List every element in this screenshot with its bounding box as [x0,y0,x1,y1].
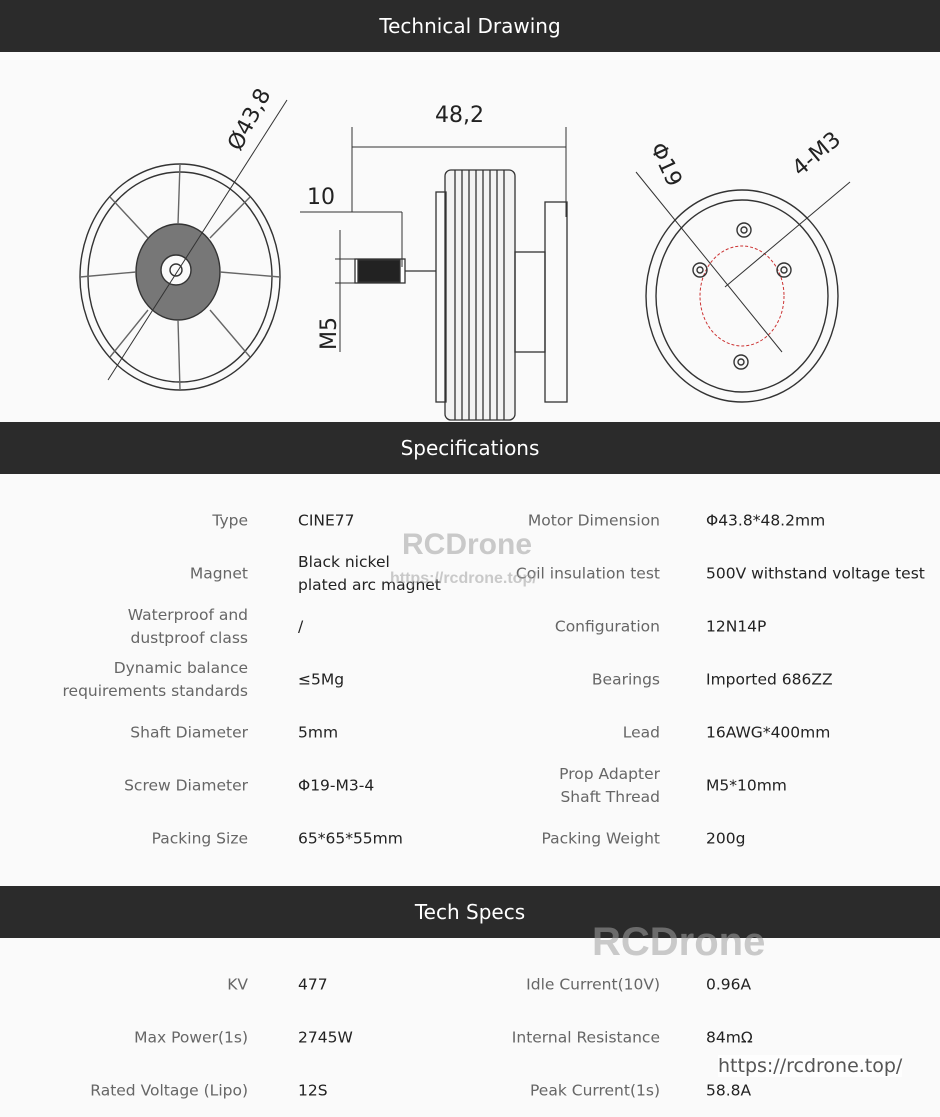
spec-row [0,958,940,1011]
spec-value: Black nickel plated arc magnet [298,552,441,594]
section-header-specifications: Specifications [0,422,940,474]
spec-row [0,600,940,653]
spec-row [0,706,940,759]
spec-label: Configuration [554,617,660,635]
spec-label: Dynamic balance requirements standards [62,658,248,700]
spec-value: Φ19-M3-4 [298,776,375,794]
spec-label: Prop Adapter Shaft Thread [559,764,660,806]
spec-label: Magnet [189,564,248,582]
watermark-brand-2: RCDrone [592,920,766,964]
spec-label: Idle Current(10V) [526,975,660,993]
spec-value: 65*65*55mm [298,829,403,847]
spec-label: Packing Weight [541,829,660,847]
spec-value: Φ43.8*48.2mm [706,511,826,529]
section-header-technical-drawing: Technical Drawing [0,0,940,52]
spec-value: 58.8A [706,1081,752,1099]
spec-row [0,812,940,865]
spec-value: 5mm [298,723,339,741]
motor-side-view [300,127,567,420]
dimension-mount-screws: 4-M3 [787,127,846,182]
spec-value: 84mΩ [706,1028,753,1046]
spec-value: 12S [298,1081,328,1099]
spec-row [0,759,940,812]
spec-value: 500V withstand voltage test [706,564,925,582]
spec-label: Rated Voltage (Lipo) [90,1081,248,1099]
spec-label: Motor Dimension [527,511,660,529]
dimension-shaft-length: 10 [307,185,335,210]
spec-value: 0.96A [706,975,752,993]
motor-bottom-view [636,172,850,402]
spec-label: Packing Size [151,829,248,847]
dimension-mount-circle: Φ19 [644,138,687,191]
watermark-url: https://rcdrone.top/ [390,570,537,587]
spec-label: Peak Current(1s) [530,1081,660,1099]
spec-value: 12N14P [706,617,767,635]
dimension-shaft-thread: M5 [317,317,342,350]
spec-value: 477 [298,975,328,993]
spec-value: M5*10mm [706,776,787,794]
spec-label: Screw Diameter [124,776,248,794]
watermark-url-2: https://rcdrone.top/ [718,1055,903,1077]
spec-value: / [298,617,304,635]
spec-value: ≤5Mg [298,670,345,688]
spec-label: Internal Resistance [511,1028,660,1046]
dimension-diameter: Ø43,8 [223,84,277,155]
spec-value: 2745W [298,1028,353,1046]
spec-label: Lead [622,723,660,741]
watermark-brand: RCDrone [402,528,533,561]
dimension-length: 48,2 [435,103,484,128]
spec-label: Shaft Diameter [130,723,248,741]
spec-label: Max Power(1s) [134,1028,248,1046]
spec-label: Bearings [591,670,660,688]
spec-label: Coil insulation test [515,564,660,582]
motor-front-view [80,100,287,390]
spec-label: KV [227,975,248,993]
spec-value: 200g [706,829,746,847]
spec-label: Type [212,511,248,529]
spec-value: 16AWG*400mm [706,723,831,741]
spec-value: Imported 686ZZ [706,670,833,688]
section-header-tech-specs: Tech Specs [0,886,940,938]
spec-label: Waterproof and dustproof class [127,605,248,647]
spec-value: CINE77 [298,511,355,529]
technical-drawing [0,52,940,422]
spec-row [0,653,940,706]
